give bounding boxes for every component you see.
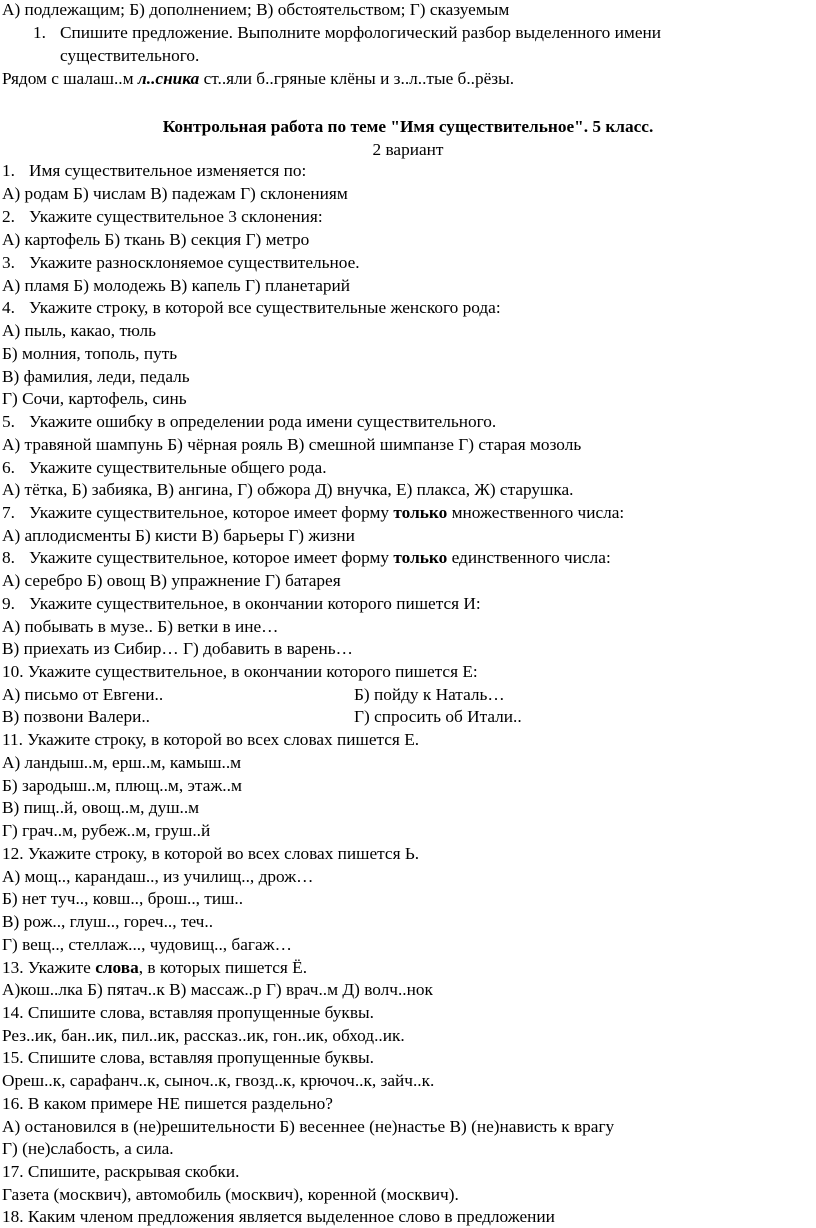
q2-options: А) картофель Б) ткань В) секция Г) метро xyxy=(2,230,310,249)
q13-emphasis: слова xyxy=(95,958,139,977)
q10-option-d: Г) спросить об Итали.. xyxy=(354,707,522,726)
q1-options: А) родам Б) числам В) падежам Г) склонениям xyxy=(2,184,348,203)
q16-options-line2: Г) (не)слабость, а сила. xyxy=(2,1139,174,1158)
q11-option-a: А) ландыш..м, ерш..м, камыш..м xyxy=(2,753,242,772)
q12-option-a: А) мощ.., карандаш.., из училищ.., дрож… xyxy=(2,867,314,886)
q16-options-line1: А) остановился в (не)решительности Б) весеннее (не)настье В) (не)нависть к врагу xyxy=(2,1117,615,1136)
sentence-part-b: ст..яли б..гряные клёны и з..л..тые б..рёзы. xyxy=(199,69,515,88)
q2-number: 2. xyxy=(2,207,15,226)
q4-label: Укажите строку, в которой все существительные женского рода: xyxy=(29,298,501,317)
task1-text: Спишите предложение. Выполните морфологический разбор выделенного имени xyxy=(60,23,661,42)
q7-emphasis: только xyxy=(393,503,448,522)
q4-option-b: Б) молния, тополь, путь xyxy=(2,344,178,363)
q3-text xyxy=(2,252,360,274)
q3-label: Укажите разносклоняемое существительное. xyxy=(29,253,360,272)
answer-options-line: А) подлежащим; Б) дополнением; В) обстоятельством; Г) сказуемым xyxy=(2,0,510,19)
q3-options: А) пламя Б) молодежь В) капель Г) планетарий xyxy=(2,276,351,295)
q15-words: Ореш..к, сарафанч..к, сыноч..к, гвозд..к, крючоч..к, зайч..к. xyxy=(2,1071,435,1090)
q4-option-a: А) пыль, какао, тюль xyxy=(2,321,156,340)
q7-text xyxy=(2,502,624,524)
q8-number: 8. xyxy=(2,548,15,567)
q15-text: 15. Спишите слова, вставляя пропущенные буквы. xyxy=(2,1048,374,1067)
q6-number: 6. xyxy=(2,458,15,477)
task1-sentence xyxy=(2,68,514,90)
q6-text xyxy=(2,457,327,479)
task1-line1 xyxy=(33,22,661,44)
q8-label-b: единственного числа: xyxy=(447,548,611,567)
q10-options-row2 xyxy=(2,706,802,728)
q6-options: А) тётка, Б) забияка, В) ангина, Г) обжора Д) внучка, Е) плакса, Ж) старушка. xyxy=(2,480,574,499)
task1-line2: существительного. xyxy=(60,46,200,65)
q8-emphasis: только xyxy=(393,548,448,567)
q1-text xyxy=(2,160,306,182)
q5-number: 5. xyxy=(2,412,15,431)
q14-text: 14. Спишите слова, вставляя пропущенные буквы. xyxy=(2,1003,374,1022)
q11-option-d: Г) грач..м, рубеж..м, груш..й xyxy=(2,821,211,840)
q13-text xyxy=(2,957,307,979)
q9-text xyxy=(2,593,481,615)
q8-label-a: Укажите существительное, которое имеет форму xyxy=(29,548,394,567)
q1-number: 1. xyxy=(2,161,15,180)
q12-option-c: В) рож.., глуш.., гореч.., теч.. xyxy=(2,912,214,931)
q18-text: 18. Каким членом предложения является выделенное слово в предложении xyxy=(2,1207,555,1226)
q14-words: Рез..ик, бан..ик, пил..ик, рассказ..ик, гон..ик, обход..ик. xyxy=(2,1026,405,1045)
q10-text: 10. Укажите существительное, в окончании которого пишется Е: xyxy=(2,662,478,681)
q2-label: Укажите существительное 3 склонения: xyxy=(29,207,323,226)
q7-number: 7. xyxy=(2,503,15,522)
q17-text: 17. Спишите, раскрывая скобки. xyxy=(2,1162,240,1181)
q9-options-line1: А) побывать в музе.. Б) ветки в ине… xyxy=(2,617,279,636)
q5-options: А) травяной шампунь Б) чёрная рояль В) смешной шимпанзе Г) старая мозоль xyxy=(2,435,582,454)
q13-label-b: , в которых пишется Ё. xyxy=(138,958,308,977)
q3-number: 3. xyxy=(2,253,15,272)
q17-words: Газета (москвич), автомобиль (москвич), коренной (москвич). xyxy=(2,1185,459,1204)
q12-text: 12. Укажите строку, в которой во всех словах пишется Ь. xyxy=(2,844,420,863)
q4-number: 4. xyxy=(2,298,15,317)
q5-text xyxy=(2,411,496,433)
q13-options: А)кош..лка Б) пятач..к В) массаж..р Г) врач..м Д) волч..нок xyxy=(2,980,433,999)
q10-option-b: Б) пойду к Наталь… xyxy=(354,685,505,704)
q4-option-d: Г) Сочи, картофель, синь xyxy=(2,389,187,408)
q4-option-c: В) фамилия, леди, педаль xyxy=(2,367,190,386)
q11-option-c: В) пищ..й, овощ..м, душ..м xyxy=(2,798,200,817)
q1-label: Имя существительное изменяется по: xyxy=(29,161,307,180)
q8-text xyxy=(2,547,611,569)
q7-label-b: множественного числа: xyxy=(447,503,625,522)
q8-options: А) серебро Б) овощ В) упражнение Г) батарея xyxy=(2,571,341,590)
q10-options-row1 xyxy=(2,684,802,706)
sentence-highlight-word: л..сника xyxy=(137,69,200,88)
q6-label: Укажите существительные общего рода. xyxy=(29,458,327,477)
page-title: Контрольная работа по теме "Имя существительное". 5 класс. xyxy=(162,117,654,136)
q10-option-c: В) позвони Валери.. xyxy=(2,707,150,726)
q12-option-b: Б) нет туч.., ковш.., брош.., тиш.. xyxy=(2,889,244,908)
q16-text: 16. В каком примере НЕ пишется раздельно? xyxy=(2,1094,333,1113)
q9-label: Укажите существительное, в окончании которого пишется И: xyxy=(29,594,481,613)
q9-number: 9. xyxy=(2,594,15,613)
q11-option-b: Б) зародыш..м, плющ..м, этаж..м xyxy=(2,776,242,795)
sentence-part-a: Рядом с шалаш..м xyxy=(2,69,138,88)
q5-label: Укажите ошибку в определении рода имени существительного. xyxy=(29,412,497,431)
q4-text xyxy=(2,297,501,319)
q12-option-d: Г) вещ.., стеллаж..., чудовищ.., багаж… xyxy=(2,935,292,954)
q10-option-a: А) письмо от Евгени.. xyxy=(2,685,164,704)
variant-label: 2 вариант xyxy=(372,140,444,159)
q11-text: 11. Укажите строку, в которой во всех словах пишется Е. xyxy=(2,730,420,749)
q7-options: А) аплодисменты Б) кисти В) барьеры Г) жизни xyxy=(2,526,355,545)
task1-number: 1. xyxy=(33,23,46,42)
q9-options-line2: В) приехать из Сибир… Г) добавить в варень… xyxy=(2,639,353,658)
q2-text xyxy=(2,206,323,228)
q7-label-a: Укажите существительное, которое имеет форму xyxy=(29,503,394,522)
q13-label-a: 13. Укажите xyxy=(2,958,96,977)
